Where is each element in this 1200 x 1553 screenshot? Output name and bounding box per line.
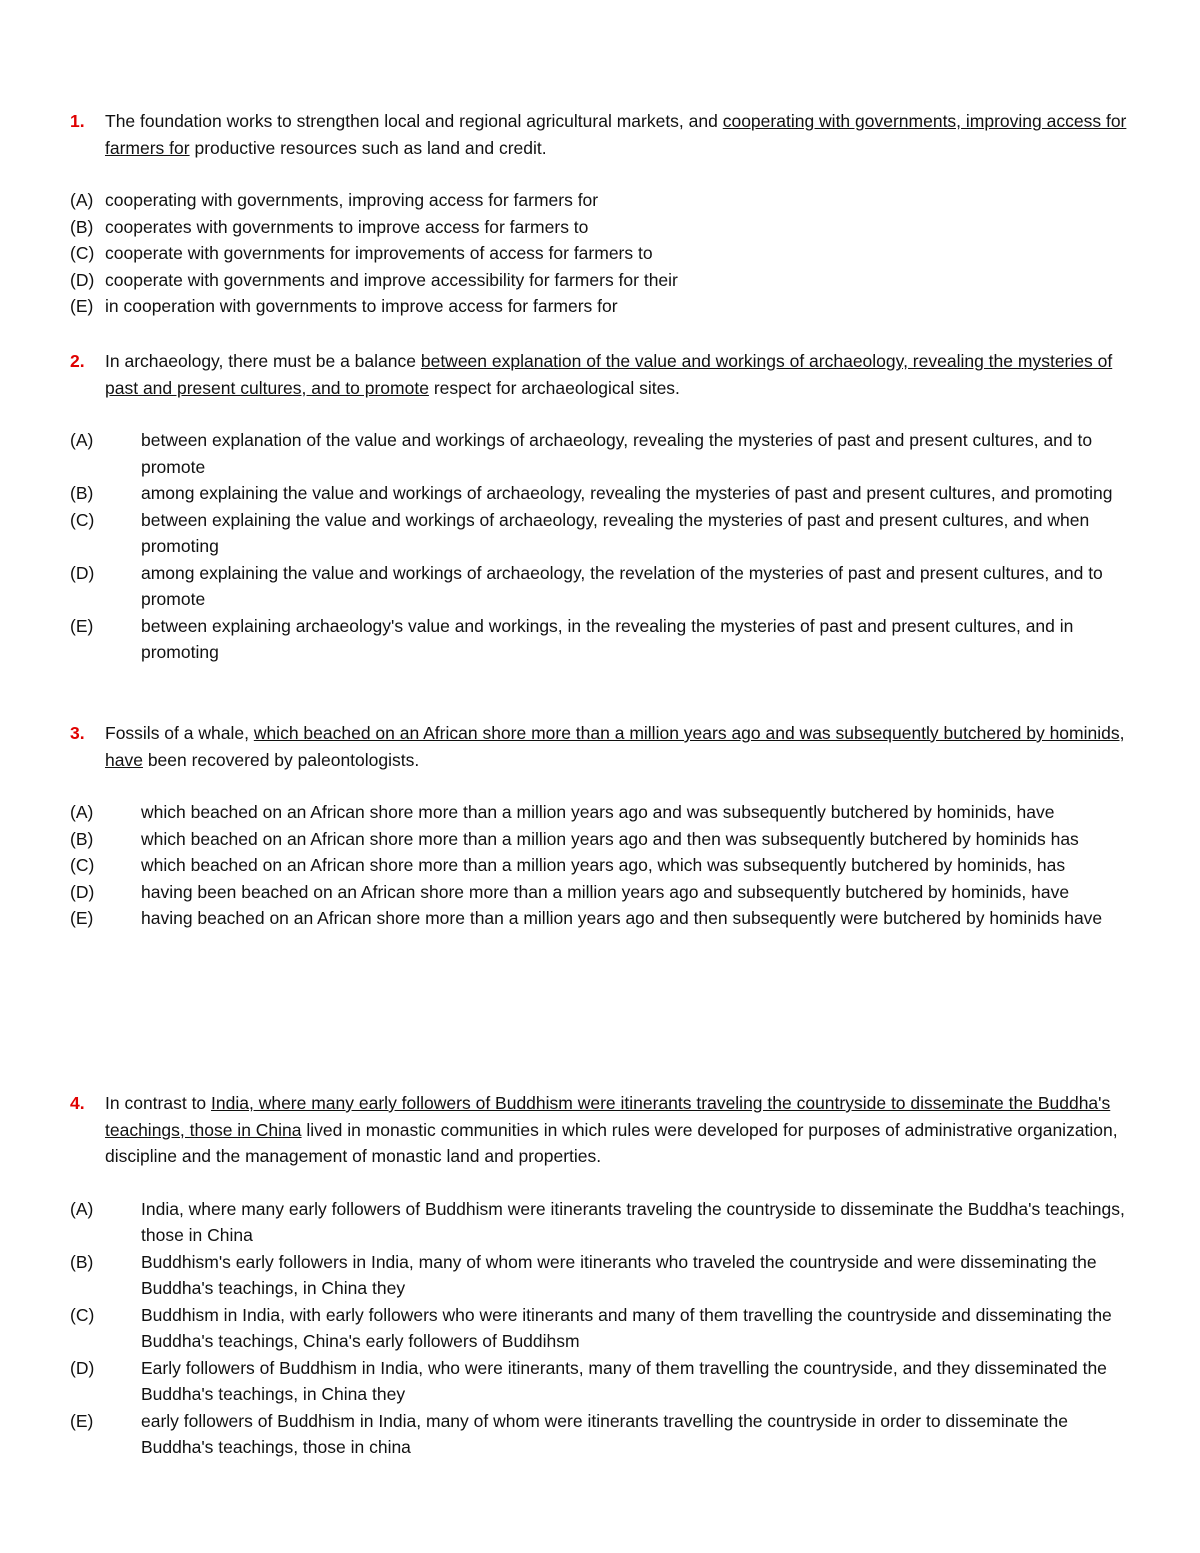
option-text: cooperate with governments and improve accessibility for farmers for their xyxy=(105,269,678,290)
option-letter: (D) xyxy=(70,269,95,290)
option-text: having been beached on an African shore more than a million years ago and subsequently butchered by hominids, have xyxy=(141,881,1070,902)
question-number: 3. xyxy=(70,723,85,743)
option-letter: (E) xyxy=(70,1410,94,1431)
answer-options xyxy=(70,1196,1140,1461)
option-letter: (B) xyxy=(70,828,94,849)
question-stem xyxy=(70,1090,1140,1170)
answer-option-b[interactable] xyxy=(70,214,1140,241)
question-2 xyxy=(70,348,1140,666)
answer-option-d[interactable] xyxy=(70,560,1140,613)
option-letter: (D) xyxy=(70,881,95,902)
stem-text: productive resources such as land and credit. xyxy=(189,137,547,158)
stem-text: In contrast to xyxy=(105,1093,212,1113)
answer-option-d[interactable] xyxy=(70,1355,1140,1408)
option-letter: (B) xyxy=(70,1251,94,1272)
answer-option-c[interactable] xyxy=(70,507,1140,560)
answer-option-b[interactable] xyxy=(70,480,1140,507)
option-text: cooperate with governments for improvements of access for farmers to xyxy=(105,243,653,263)
option-letter: (A) xyxy=(70,1198,94,1219)
option-text: among explaining the value and workings of archaeology, revealing the mysteries of past and present cultures, and promoting xyxy=(141,483,1113,503)
option-letter: (E) xyxy=(70,615,94,636)
option-letter: (A) xyxy=(70,430,94,450)
stem-underlined-text: cooperating with governments, improving access for farmers for xyxy=(105,111,1127,158)
option-letter: (C) xyxy=(70,855,95,875)
option-letter: (B) xyxy=(70,216,94,237)
answer-option-e[interactable] xyxy=(70,905,1140,932)
answer-option-c[interactable] xyxy=(70,240,1140,267)
question-stem xyxy=(70,108,1140,161)
stem-text: lived in monastic communities in which rules were developed for purposes of administrative organization, discipline and the management of monastic land and properties. xyxy=(105,1119,1118,1166)
option-letter: (C) xyxy=(70,1304,95,1325)
stem-text: been recovered by paleontologists. xyxy=(142,749,420,770)
option-text: India, where many early followers of Buddhism were itinerants traveling the countryside to disseminate the Buddha's teachings, those in China xyxy=(141,1198,1125,1245)
option-text: in cooperation with governments to improve access for farmers for xyxy=(105,296,618,316)
option-text: cooperates with governments to improve access for farmers to xyxy=(105,216,589,237)
option-text: Buddhism's early followers in India, many of whom were itinerants who traveled the countryside and were disseminating the Buddha's teachings, in China they xyxy=(141,1251,1097,1298)
stem-underlined-text: between explanation of the value and workings of archaeology, revealing the mysteries of past and present cultures, and to promote xyxy=(105,351,1113,398)
answer-option-c[interactable] xyxy=(70,852,1140,879)
option-text: Buddhism in India, with early followers who were itinerants and many of them travelling the countryside and disseminating the Buddha's teachings, China's early followers of Buddihsm xyxy=(141,1304,1112,1351)
answer-options xyxy=(70,799,1140,932)
answer-option-b[interactable] xyxy=(70,826,1140,853)
answer-option-d[interactable] xyxy=(70,267,1140,294)
stem-text: In archaeology, there must be a balance xyxy=(105,351,421,371)
option-letter: (B) xyxy=(70,483,94,503)
option-letter: (C) xyxy=(70,509,95,530)
question-number: 1. xyxy=(70,111,85,131)
question-number: 2. xyxy=(70,351,85,371)
question-4 xyxy=(70,1090,1140,1461)
option-text: between explanation of the value and workings of archaeology, revealing the mysteries of past and present cultures, and to promote xyxy=(141,430,1093,477)
answer-option-c[interactable] xyxy=(70,1302,1140,1355)
answer-options xyxy=(70,427,1140,666)
question-number: 4. xyxy=(70,1093,85,1113)
option-text: which beached on an African shore more than a million years ago, which was subsequently butchered by hominids, has xyxy=(141,855,1066,875)
question-1 xyxy=(70,108,1140,320)
answer-option-b[interactable] xyxy=(70,1249,1140,1302)
question-stem xyxy=(70,348,1140,401)
answer-option-a[interactable] xyxy=(70,1196,1140,1249)
option-text: which beached on an African shore more than a million years ago and was subsequently butchered by hominids, have xyxy=(141,802,1055,822)
answer-option-e[interactable] xyxy=(70,293,1140,320)
option-letter: (C) xyxy=(70,243,95,263)
option-text: early followers of Buddhism in India, many of whom were itinerants travelling the countryside in order to disseminate the Buddha's teachings, those in china xyxy=(141,1410,1068,1457)
stem-underlined-text: India, where many early followers of Buddhism were itinerants traveling the countryside to disseminate the Buddha's teachings, those in China xyxy=(105,1093,1111,1140)
answer-option-a[interactable] xyxy=(70,187,1140,214)
answer-options xyxy=(70,187,1140,320)
stem-text: The foundation works to strengthen local and regional agricultural markets, and xyxy=(105,111,723,131)
option-text: between explaining the value and workings of archaeology, revealing the mysteries of past and present cultures, and when promoting xyxy=(141,509,1090,556)
option-text: which beached on an African shore more than a million years ago and then was subsequently butchered by hominids has xyxy=(141,828,1079,849)
option-text: among explaining the value and workings of archaeology, the revelation of the mysteries of past and present cultures, and to promote xyxy=(141,562,1103,609)
option-letter: (A) xyxy=(70,802,94,822)
answer-option-e[interactable] xyxy=(70,613,1140,666)
option-text: between explaining archaeology's value and workings, in the revealing the mysteries of past and present cultures, and in promoting xyxy=(141,615,1074,662)
question-stem xyxy=(70,720,1140,773)
answer-option-a[interactable] xyxy=(70,427,1140,480)
stem-text: Fossils of a whale, xyxy=(105,723,254,743)
stem-underlined-text: which beached on an African shore more than a million years ago and was subsequently butchered by hominids, have xyxy=(105,723,1125,770)
option-text: having beached on an African shore more than a million years ago and then subsequently were butchered by hominids have xyxy=(141,908,1103,928)
option-letter: (D) xyxy=(70,562,95,583)
option-text: cooperating with governments, improving access for farmers for xyxy=(105,190,599,210)
answer-option-e[interactable] xyxy=(70,1408,1140,1461)
option-letter: (D) xyxy=(70,1357,95,1378)
answer-option-d[interactable] xyxy=(70,879,1140,906)
option-letter: (E) xyxy=(70,908,94,928)
stem-text: respect for archaeological sites. xyxy=(428,377,680,398)
option-letter: (E) xyxy=(70,296,94,316)
question-3 xyxy=(70,720,1140,932)
option-text: Early followers of Buddhism in India, who were itinerants, many of them travelling the countryside, and they disseminated the Buddha's teachings, in China they xyxy=(141,1357,1107,1404)
answer-option-a[interactable] xyxy=(70,799,1140,826)
option-letter: (A) xyxy=(70,190,94,210)
